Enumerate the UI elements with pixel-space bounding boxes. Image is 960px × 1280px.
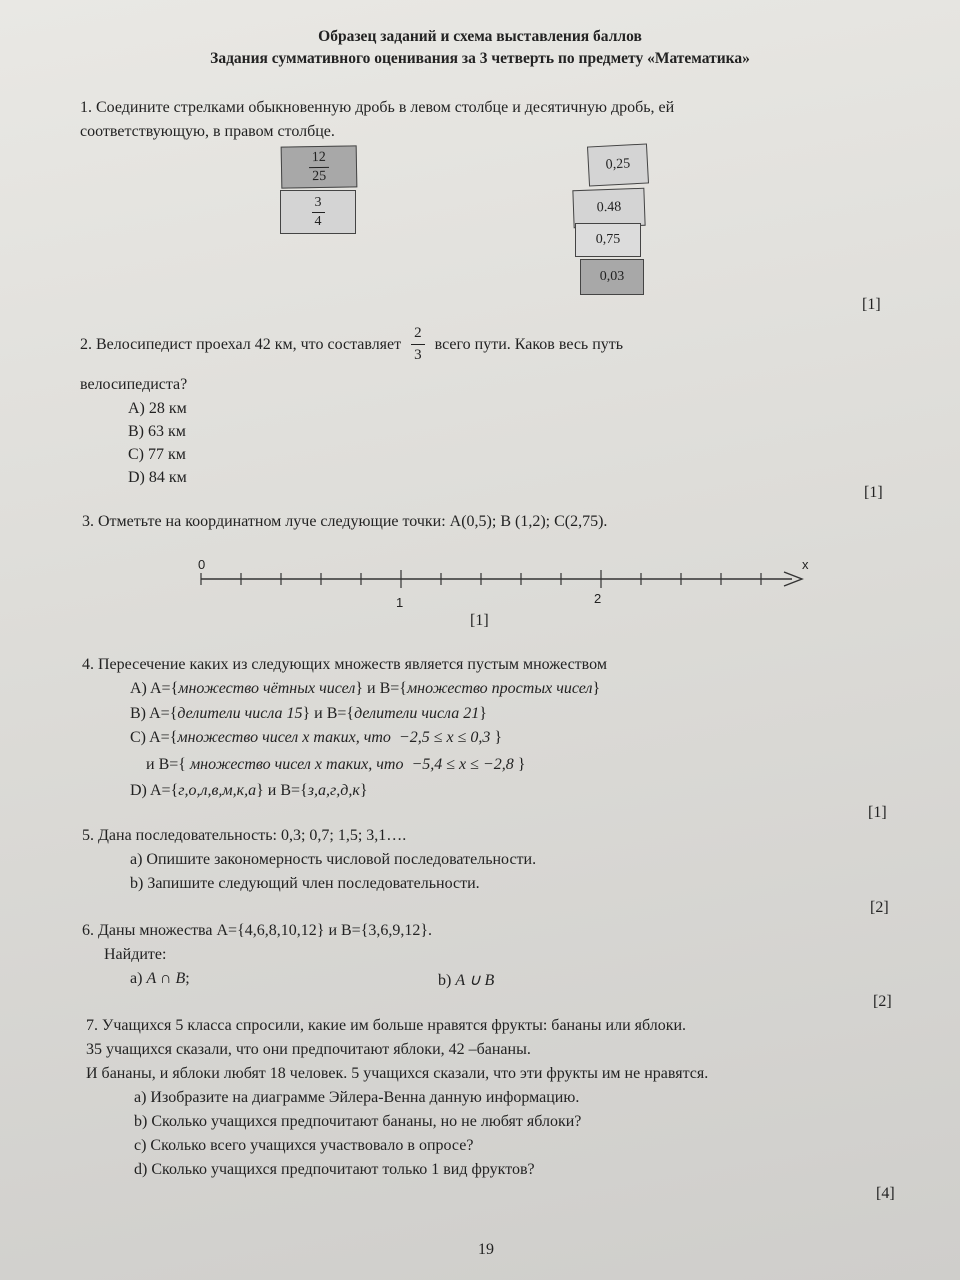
q7-part-c: c) Сколько всего учащихся участвовало в опросе? <box>134 1137 474 1154</box>
q4-d-prefix: D) A={ <box>130 782 179 799</box>
axis-label-1: 1 <box>396 595 404 610</box>
decimal-card-0-75[interactable] <box>575 223 641 257</box>
fraction-denominator: 25 <box>312 168 327 184</box>
q4-score: [1] <box>868 804 887 821</box>
q7-part-d: d) Сколько учащихся предпочитают только 1 вид фруктов? <box>134 1161 535 1178</box>
q6-part-b <box>438 970 494 990</box>
fraction-3-4 <box>312 196 325 229</box>
q4-text: 4. Пересечение каких из следующих множеств является пустым множеством <box>82 656 607 673</box>
q6-score: [2] <box>873 993 892 1010</box>
q7-score: [4] <box>876 1185 895 1202</box>
fraction-12-25 <box>309 150 330 183</box>
fraction-card-2[interactable] <box>280 190 356 234</box>
fraction-denominator: 4 <box>314 213 322 229</box>
coordinate-ray <box>180 550 840 620</box>
q4-d-set1: г,о,л,в,м,к,а <box>178 782 257 799</box>
fraction-numerator: 2 <box>411 326 425 345</box>
axis-label-2: 2 <box>594 591 602 606</box>
q6-part-a <box>130 970 190 988</box>
q4-d-set2: з,а,г,д,к <box>307 782 360 799</box>
q3-score: [1] <box>470 612 489 629</box>
decimal-card-0-03[interactable] <box>580 259 644 295</box>
q4-option-c <box>130 729 502 747</box>
q4-b-end: } <box>479 705 487 722</box>
q4-a-prefix: A) A={ <box>130 680 179 697</box>
q2-option-d: D) 84 км <box>128 469 187 486</box>
q5-part-b: b) Запишите следующий член последовательности. <box>130 875 480 892</box>
q2-option-c: C) 77 км <box>128 446 186 463</box>
q6-a-end: ; <box>185 970 190 987</box>
fraction-card-1[interactable] <box>281 145 358 188</box>
q4-c-set2: множество чисел x таких, что <box>189 756 404 773</box>
q1-text-line1: 1. Соедините стрелками обыкновенную дробь в левом столбце и десятичную дробь, ей <box>80 99 675 116</box>
q6-b-label: b) <box>438 972 452 989</box>
q4-c-end1: } <box>494 729 503 746</box>
q7-part-a: a) Изобразите на диаграмме Эйлера-Венна данную информацию. <box>134 1089 580 1106</box>
q4-b-set1: делители числа 15 <box>177 705 303 722</box>
q4-c-inequality2: −5,4 ≤ x ≤ −2,8 <box>411 756 514 773</box>
q4-option-d <box>130 782 368 800</box>
q7-text-line2: 35 учащихся сказали, что они предпочитают яблоки, 42 –бананы. <box>86 1041 531 1058</box>
document-title: Образец заданий и схема выставления баллов <box>318 28 642 45</box>
q4-b-prefix: B) A={ <box>130 705 178 722</box>
q4-a-set2: множество простых чисел <box>406 680 593 697</box>
q4-a-end: } <box>592 680 601 697</box>
q4-d-mid: } и B={ <box>256 782 308 799</box>
q2-text-before: 2. Велосипедист проехал 42 км, что составляет <box>80 335 402 353</box>
q2-score: [1] <box>864 484 883 501</box>
fraction-denominator: 3 <box>414 347 422 363</box>
q2-text-after: всего пути. Каков весь путь <box>434 335 624 353</box>
q7-part-b: b) Сколько учащихся предпочитают бананы, но не любят яблоки? <box>134 1113 582 1130</box>
q1-text-line2: соответствующую, в правом столбце. <box>80 123 335 140</box>
page-number: 19 <box>478 1241 494 1258</box>
q4-c-end2: } <box>517 756 526 773</box>
decimal-value: 0.48 <box>596 199 622 216</box>
q6-text: 6. Даны множества A={4,6,8,10,12} и B={3,6,9,12}. <box>82 922 433 939</box>
ray-line <box>201 572 802 586</box>
q4-d-end: } <box>359 782 368 799</box>
fraction-numerator: 3 <box>312 196 325 213</box>
q5-text: 5. Дана последовательность: 0,3; 0,7; 1,5; 3,1…. <box>82 827 407 844</box>
q6-a-label: a) <box>130 970 143 987</box>
q2-option-b: B) 63 км <box>128 423 186 440</box>
q4-b-mid: } и B={ <box>302 705 355 722</box>
q7-text-line3: И бананы, и яблоки любят 18 человек. 5 учащихся сказали, что эти фрукты им не нравятся. <box>86 1065 709 1082</box>
q4-c-inequality1: −2,5 ≤ x ≤ 0,3 <box>398 729 491 746</box>
q2-question-line <box>80 326 623 363</box>
axis-variable-label: x <box>802 557 809 572</box>
decimal-value: 0,75 <box>595 232 621 247</box>
fraction-numerator: 12 <box>309 150 329 167</box>
q1-score: [1] <box>862 296 881 313</box>
q4-a-mid: } и B={ <box>355 680 407 697</box>
q6-b-expression: A ∪ B <box>455 972 495 989</box>
q2-option-a: A) 28 км <box>128 400 187 417</box>
axis-origin-label: 0 <box>198 557 206 572</box>
q2-text-line2: велосипедиста? <box>80 376 188 393</box>
q4-c-prefix: C) A={ <box>130 729 178 746</box>
q4-option-b <box>130 705 487 723</box>
q4-option-c-line2 <box>146 756 525 774</box>
q5-score: [2] <box>870 899 889 916</box>
q4-option-a <box>130 680 600 698</box>
q4-a-set1: множество чётных чисел <box>178 680 356 697</box>
q4-b-set2: делители числа 21 <box>354 705 480 722</box>
q2-fraction <box>411 326 425 363</box>
q4-c-set1: множество чисел x таких, что <box>177 729 391 746</box>
q3-text: 3. Отметьте на координатном луче следующие точки: A(0,5); B (1,2); C(2,75). <box>82 513 608 530</box>
q5-part-a: a) Опишите закономерность числовой последовательности. <box>130 851 537 868</box>
decimal-card-0-25[interactable] <box>587 143 649 186</box>
q6-a-expression: A ∩ B <box>146 970 186 987</box>
document-subtitle: Задания суммативного оценивания за 3 четверть по предмету «Математика» <box>210 50 750 67</box>
q4-c2-prefix: и B={ <box>146 756 186 773</box>
decimal-value: 0,03 <box>599 269 625 284</box>
q6-find: Найдите: <box>104 946 167 963</box>
decimal-value: 0,25 <box>605 156 631 173</box>
q7-text-line1: 7. Учащихся 5 класса спросили, какие им больше нравятся фрукты: бананы или яблоки. <box>86 1017 687 1034</box>
